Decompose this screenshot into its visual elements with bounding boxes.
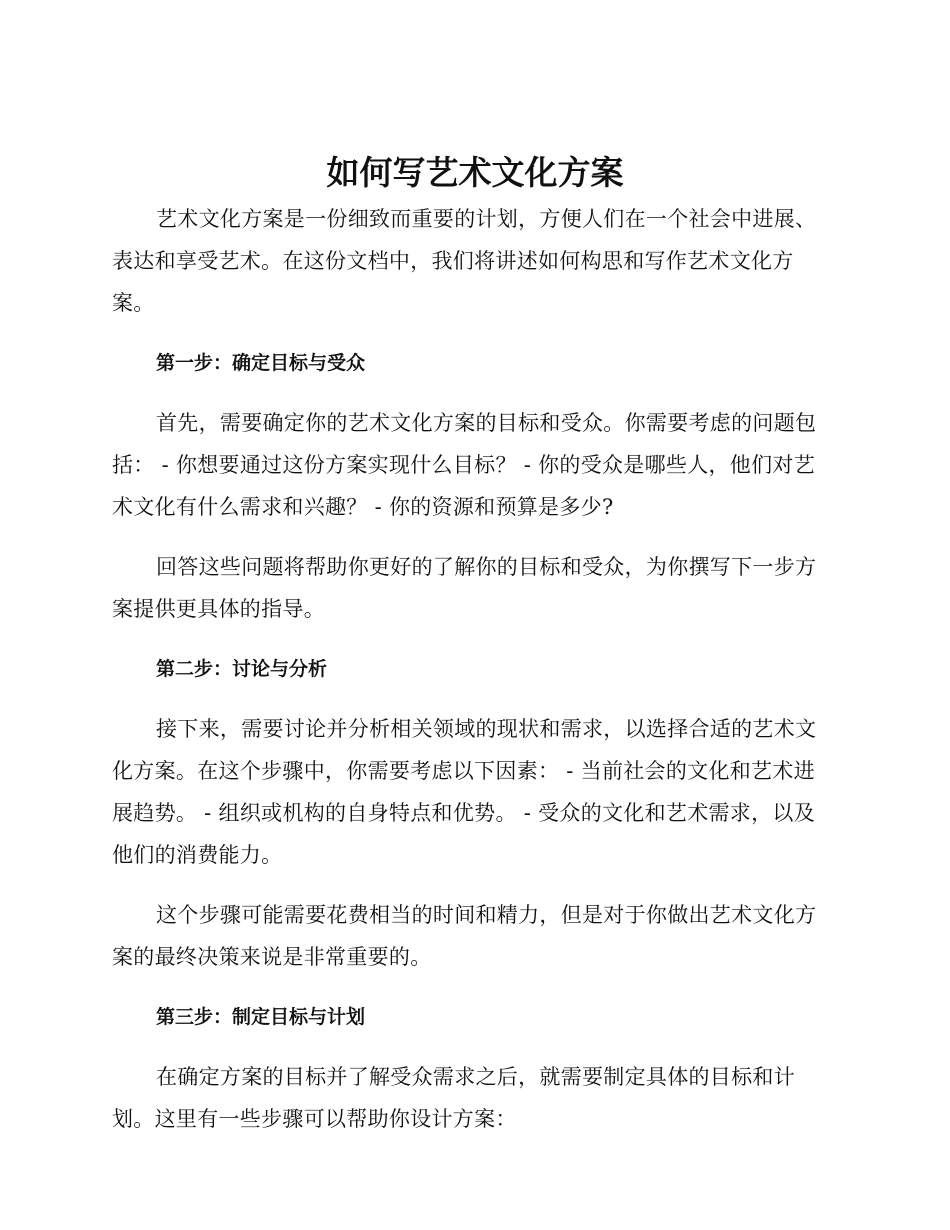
step2-paragraph-2: 这个步骤可能需要花费相当的时间和精力，但是对于你做出艺术文化方案的最终决策来说是非常重要的。 bbox=[112, 903, 817, 969]
step2-heading: 第二步：讨论与分析 bbox=[156, 658, 328, 680]
step1-paragraph-1: 首先，需要确定你的艺术文化方案的目标和受众。你需要考虑的问题包括： - 你想要通过这份方案实现什么目标？ - 你的受众是哪些人，他们对艺术文化有什么需求和兴趣？ - 你的资源和预算是多少? bbox=[112, 411, 817, 519]
intro-paragraph: 艺术文化方案是一份细致而重要的计划，方便人们在一个社会中进展、表达和享受艺术。在这份文档中，我们将讲述如何构思和写作艺术文化方案。 bbox=[112, 207, 817, 315]
step1-heading: 第一步：确定目标与受众 bbox=[156, 352, 366, 374]
step3-heading: 第三步：制定目标与计划 bbox=[156, 1006, 366, 1028]
step2-paragraph-1: 接下来，需要讨论并分析相关领域的现状和需求，以选择合适的艺术文化方案。在这个步骤中，你需要考虑以下因素： - 当前社会的文化和艺术进展趋势。 - 组织或机构的自身特点和优势。 - 受众的文化和艺术需求，以及他们的消费能力。 bbox=[112, 717, 817, 867]
step3-paragraph-1: 在确定方案的目标并了解受众需求之后，就需要制定具体的目标和计划。这里有一些步骤可以帮助你设计方案： bbox=[112, 1065, 795, 1131]
document-title: 如何写艺术文化方案 bbox=[326, 153, 624, 192]
document-body bbox=[112, 198, 832, 1158]
step1-paragraph-2: 回答这些问题将帮助你更好的了解你的目标和受众，为你撰写下一步方案提供更具体的指导。 bbox=[112, 555, 817, 621]
